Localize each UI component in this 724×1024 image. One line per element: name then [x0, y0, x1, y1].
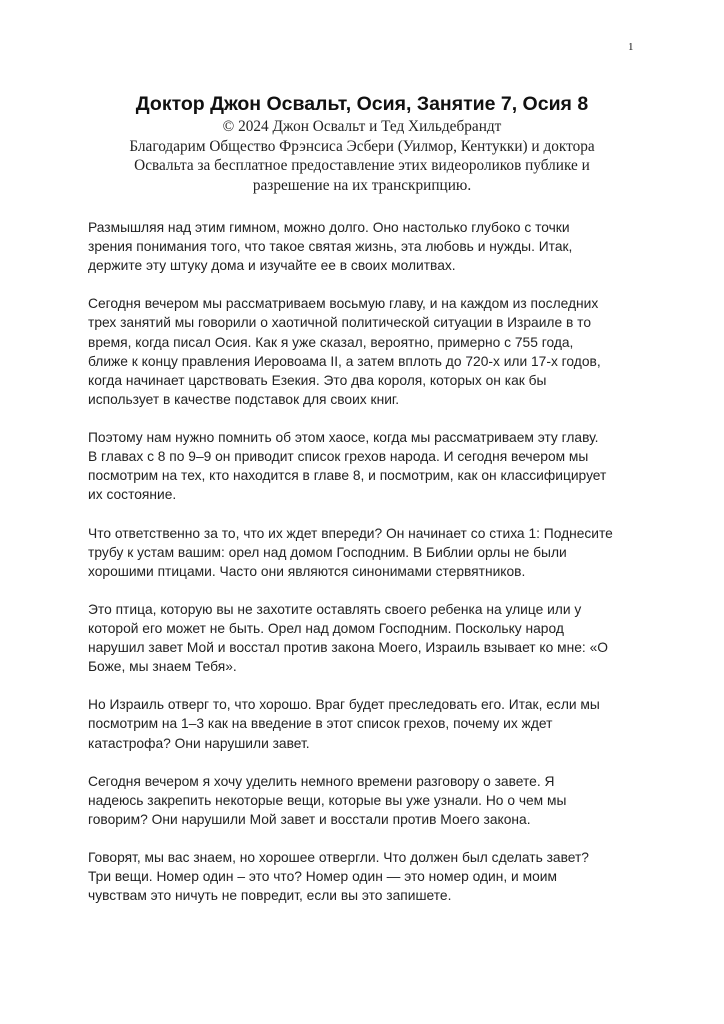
paragraph-line: зрения понимания того, что такое святая жизнь, эта любовь и нужды. Итак, — [88, 239, 573, 255]
subtitle-line: Благодарим Общество Фрэнсиса Эсбери (Уилмор, Кентукки) и доктора — [129, 137, 595, 155]
paragraph-line: ближе к концу правления Иеровоама II, а затем вплоть до 720-х или 17-х годов, — [88, 353, 601, 369]
document-body — [88, 218, 648, 924]
paragraph — [88, 600, 648, 676]
paragraph-line: Поэтому нам нужно помнить об этом хаосе, когда мы рассматриваем эту главу. — [88, 430, 599, 446]
paragraph-line: посмотрим на 1–3 как на введение в этот список грехов, почему их ждет — [88, 716, 553, 732]
paragraph-line: Это птица, которую вы не захотите оставлять своего ребенка на улице или у — [88, 601, 582, 617]
paragraph-line: когда начинает царствовать Езекия. Это два короля, которых он как бы — [88, 372, 547, 388]
paragraph-line: Боже, мы знаем Тебя». — [88, 659, 237, 675]
paragraph-line: Размышляя над этим гимном, можно долго. Оно настолько глубоко с точки — [88, 220, 570, 235]
paragraph — [88, 218, 648, 275]
paragraph-line: трех занятий мы говорили о хаотичной политической ситуации в Израиле в то — [88, 315, 591, 331]
paragraph-line: держите эту штуку дома и изучайте ее в своих молитвах. — [88, 258, 456, 274]
paragraph-line: их состояние. — [88, 487, 177, 503]
paragraph-line: которой его может не быть. Орел над домом Господним. Поскольку народ — [88, 620, 564, 636]
paragraph-line: чувствам это ничуть не повредит, если вы это запишете. — [88, 888, 452, 904]
paragraph-line: посмотрим на тех, кто находится в главе 8, и посмотрим, как он классифицирует — [88, 468, 607, 484]
paragraph-line: надеюсь закрепить некоторые вещи, которые вы уже узнали. Но о чем мы — [88, 792, 567, 808]
paragraph-line: Что ответственно за то, что их ждет впереди? Он начинает со стиха 1: Поднесите — [88, 525, 613, 541]
paragraph-line: Но Израиль отверг то, что хорошо. Враг будет преследовать его. Итак, если мы — [88, 697, 600, 713]
paragraph-line: Сегодня вечером мы рассматриваем восьмую главу, и на каждом из последних — [88, 296, 599, 312]
paragraph-line: использует в качестве подставок для своих книг. — [88, 391, 400, 407]
document-subtitle — [0, 117, 724, 195]
paragraph — [88, 848, 648, 905]
paragraph — [88, 428, 648, 504]
paragraph-line: время, когда писал Осия. Как я уже сказал, вероятно, примерно с 755 года, — [88, 334, 574, 350]
subtitle-line: разрешение на их транскрипцию. — [252, 176, 472, 194]
page-number: 1 — [628, 41, 634, 53]
paragraph-line: говорим? Они нарушили Мой завет и восстали против Моего закона. — [88, 811, 531, 827]
paragraph-line: Сегодня вечером я хочу уделить немного времени разговору о завете. Я — [88, 773, 555, 789]
paragraph — [88, 524, 648, 581]
subtitle-line: Освальта за бесплатное предоставление этих видеороликов публике и — [134, 157, 590, 175]
subtitle-line: © 2024 Джон Освальт и Тед Хильдебрандт — [222, 118, 502, 135]
paragraph — [88, 772, 648, 829]
paragraph-line: Три вещи. Номер один – это что? Номер один — это номер один, и моим — [88, 869, 557, 885]
paragraph-line: хорошими птицами. Часто они являются синонимами стервятников. — [88, 563, 526, 579]
paragraph — [88, 695, 648, 752]
paragraph-line: нарушил завет Мой и восстал против закона Моего, Израиль взывает ко мне: «О — [88, 640, 608, 656]
paragraph-line: В главах с 8 по 9–9 он приводит список грехов народа. И сегодня вечером мы — [88, 449, 589, 465]
paragraph-line: трубу к устам вашим: орел над домом Господним. В Библии орлы не были — [88, 544, 567, 560]
document-title: Доктор Джон Освальт, Осия, Занятие 7, Осия 8 — [135, 93, 589, 115]
paragraph-line: катастрофа? Они нарушили завет. — [88, 735, 310, 751]
paragraph-line: Говорят, мы вас знаем, но хорошее отвергли. Что должен был сделать завет? — [88, 850, 589, 866]
paragraph — [88, 294, 648, 409]
